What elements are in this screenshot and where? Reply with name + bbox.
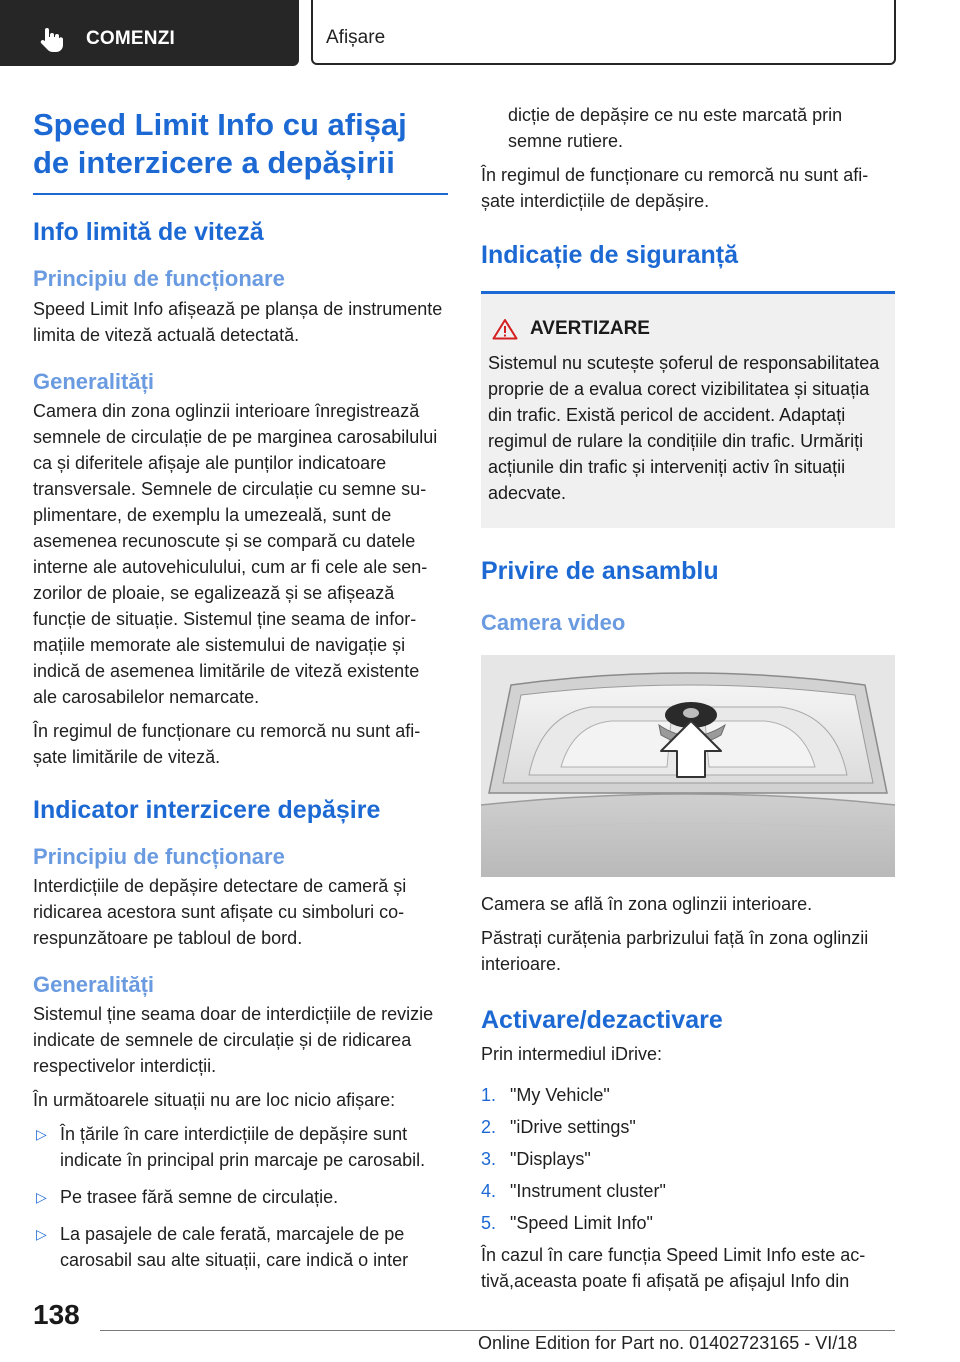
list-item xyxy=(481,1114,895,1140)
list-item xyxy=(481,1210,895,1236)
footer-divider xyxy=(100,1330,895,1331)
step-text: "Displays" xyxy=(510,1149,591,1169)
subheading-principle: Principiu de funcționare xyxy=(33,844,285,869)
heading-overview: Privire de ansamblu xyxy=(481,557,719,585)
subheading-camera: Camera video xyxy=(481,610,626,635)
chapter-header xyxy=(311,0,896,65)
heading-activation: Activare/dezactivare xyxy=(481,1006,723,1034)
section-tab-label: COMENZI xyxy=(86,28,176,49)
paragraph: În regimul de funcționare cu remorcă nu sunt afișate interdicțiile de depășire. xyxy=(481,165,869,211)
paragraph: Speed Limit Info afișează pe planșa de instrumente limita de viteză actuală detectată. xyxy=(33,299,443,345)
chapter-title: Afișare xyxy=(326,27,386,48)
paragraph: Prin intermediul iDrive: xyxy=(481,1044,663,1064)
hand-pointer-icon xyxy=(36,24,66,54)
paragraph: În regimul de funcționare cu remorcă nu sunt afișate limitările de viteză. xyxy=(33,721,421,767)
subheading-principle: Principiu de funcționare xyxy=(33,266,285,291)
left-column xyxy=(33,106,448,1273)
step-number: 1. xyxy=(481,1085,497,1105)
step-number: 2. xyxy=(481,1117,497,1137)
warning-text: Sistemul nu scutește șoferul de responsabilitatea proprie de a evalua corect vizibilitatea și situația din trafic. Există pericol de accident. Adaptați regimul de rulare la condițiile din trafic. Urmăriți acțiunile din trafic și interveniți activ în situații adecvate. xyxy=(488,353,880,503)
paragraph: Interdicțiile de depășire detectare de cameră și ridicarea acestora sunt afișate cu simboluri corespunzătoare pe tabloul de bord. xyxy=(33,876,407,948)
steps-list xyxy=(481,1082,895,1236)
right-column xyxy=(481,102,895,1294)
page-number: 138 xyxy=(33,1299,80,1330)
list-item-text: La pasajele de cale ferată, marcajele de pe carosabil sau alte situații, care indică o inter xyxy=(60,1224,409,1270)
heading-safety: Indicație de siguranță xyxy=(481,239,895,294)
paragraph: În cazul în care funcția Speed Limit Info este activă,aceasta poate fi afișată pe afișajul Info din xyxy=(481,1245,866,1291)
list-item xyxy=(481,1178,895,1204)
list-item xyxy=(481,1146,895,1172)
triangle-bullet-icon: ▷ xyxy=(36,1126,47,1142)
camera-illustration xyxy=(481,655,895,877)
paragraph: În următoarele situații nu are loc nicio afișare: xyxy=(33,1090,396,1110)
step-number: 5. xyxy=(481,1213,497,1233)
heading-no-overtaking: Indicator interzicere depășire xyxy=(33,796,381,824)
subheading-general: Generalități xyxy=(33,369,155,394)
warning-title: AVERTIZARE xyxy=(530,318,650,339)
step-number: 3. xyxy=(481,1149,497,1169)
list-item-text: În țările în care interdicțiile de depășire sunt indicate în principal prin marcaje pe carosabil. xyxy=(60,1124,426,1170)
warning-triangle-icon xyxy=(492,318,518,340)
step-text: "Instrument cluster" xyxy=(510,1181,666,1201)
footer-edition: Online Edition for Part no. 01402723165 - VI/18 xyxy=(478,1333,858,1353)
list-item xyxy=(33,1121,448,1173)
triangle-bullet-icon: ▷ xyxy=(36,1189,47,1205)
subheading-general: Generalități xyxy=(33,972,155,997)
list-item xyxy=(33,1184,448,1210)
list-item xyxy=(33,1221,448,1273)
warning-header xyxy=(488,316,888,342)
heading-speed-limit-info: Info limită de viteză xyxy=(33,218,264,246)
paragraph: Sistemul ține seama doar de interdicțiile de revizie indicate de semnele de circulație și de ridicarea respectivelor interdicții. xyxy=(33,1004,434,1076)
paragraph: Camera se află în zona oglinzii interioare. xyxy=(481,894,813,914)
paragraph: Păstrați curățenia parbrizului față în zona oglinzii interioare. xyxy=(481,928,869,974)
step-number: 4. xyxy=(481,1181,497,1201)
page-title: Speed Limit Info cu afișaj de interzicere a depășirii xyxy=(33,106,448,195)
warning-box xyxy=(481,294,895,528)
windshield-camera-image xyxy=(481,655,895,877)
triangle-bullet-icon: ▷ xyxy=(36,1226,47,1242)
paragraph: Camera din zona oglinzii interioare înregistrează semnele de circulație de pe marginea carosabilului ca și diferitele afișaje ale punților indicatoare transversale. Semnele de circulație cu semne suplimentare, de exemplu la umezeală, sunt de asemenea recunoscute și se compară cu datele interne ale autovehiculului, cum ar fi cele ale senzorilor de ploaie, se egalizează și se afișează funcție de situație. Sistemul ține seama de informațiile memorate ale sistemului de navigație și indică de asemenea limitările de viteză existente ale carosabilelor nemarcate. xyxy=(33,401,438,707)
step-text: "My Vehicle" xyxy=(510,1085,610,1105)
list-item xyxy=(481,1082,895,1108)
step-text: "Speed Limit Info" xyxy=(510,1213,653,1233)
step-text: "iDrive settings" xyxy=(510,1117,636,1137)
section-tab xyxy=(0,0,299,66)
list-item-continuation: dicție de depășire ce nu este marcată prin semne rutiere. xyxy=(508,105,843,151)
list-item-text: Pe trasee fără semne de circulație. xyxy=(60,1187,339,1207)
